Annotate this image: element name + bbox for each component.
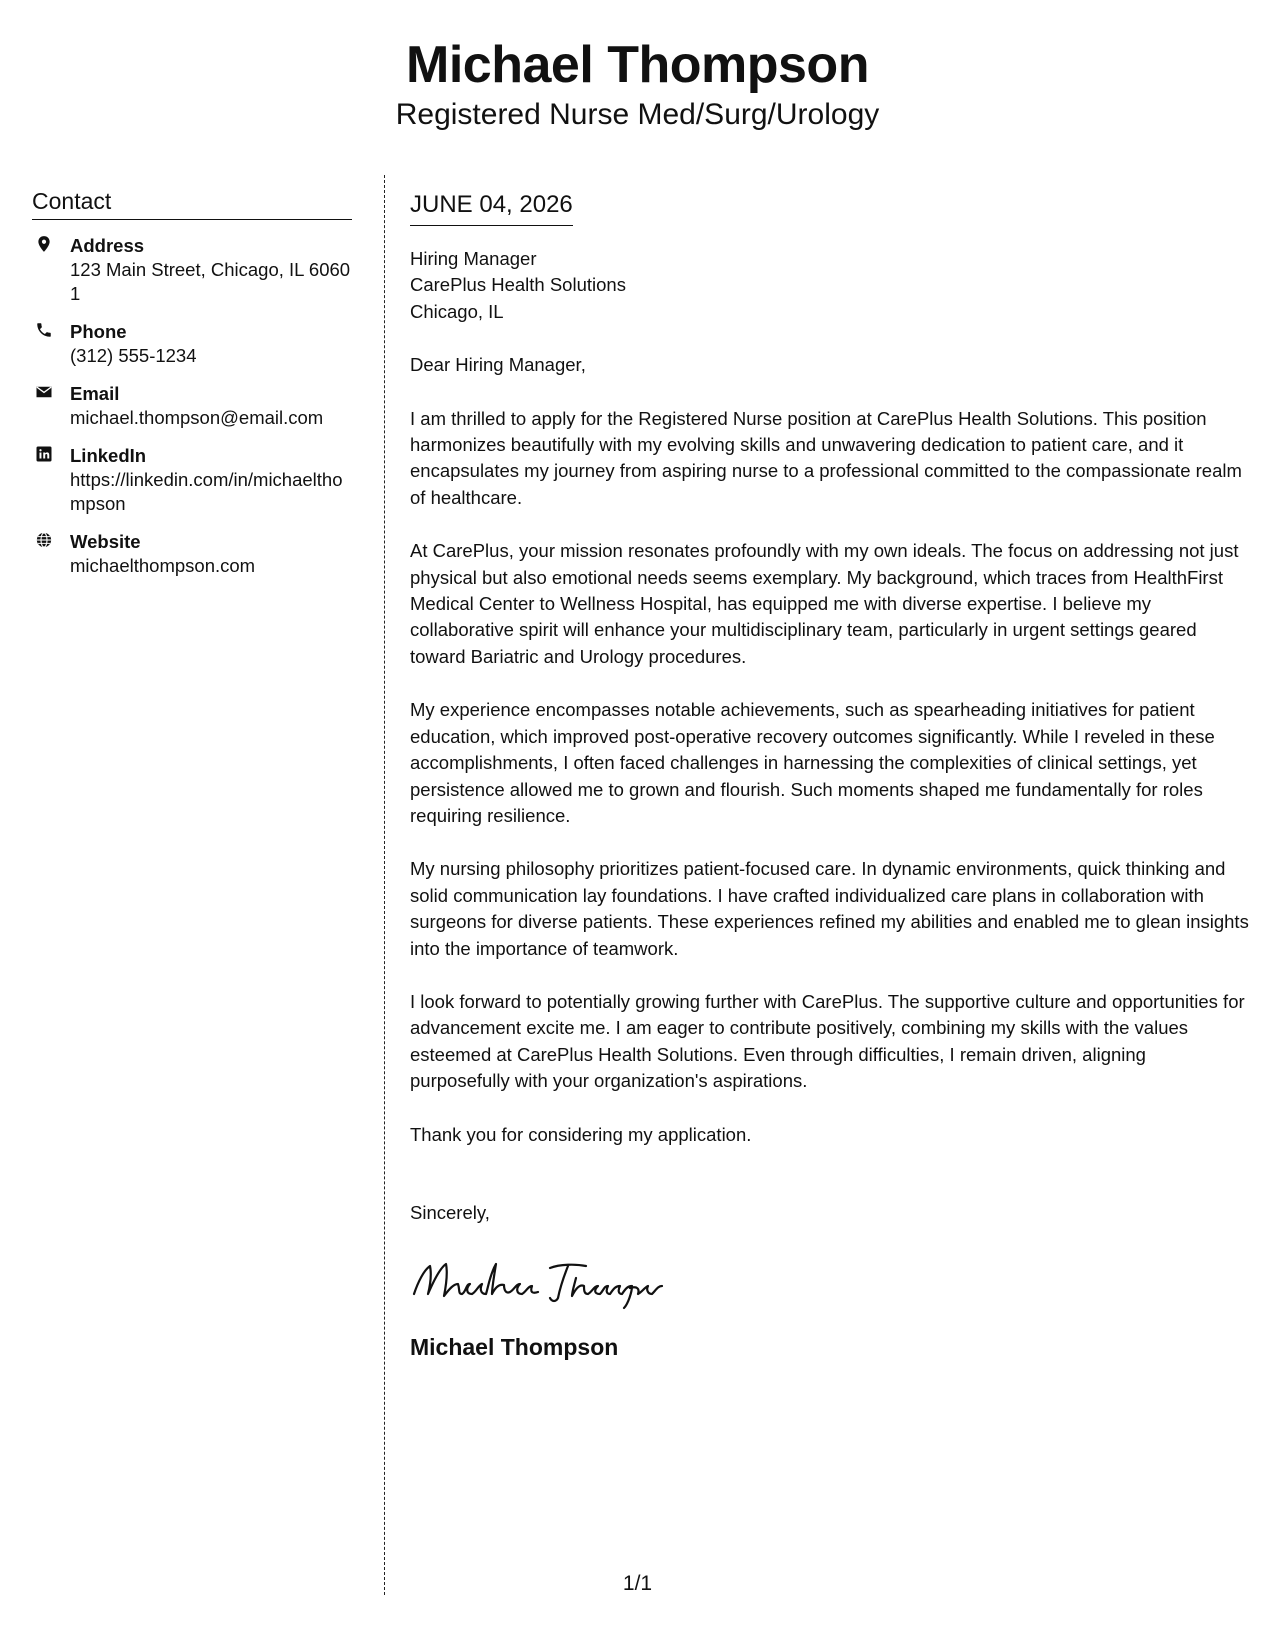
contact-label: Phone [70,321,127,342]
contact-title: Contact [32,188,352,220]
contact-value: michaelthompson.com [70,555,256,576]
contact-sidebar [32,188,352,578]
handwritten-signature [410,1252,1250,1312]
contact-label: Email [70,383,120,404]
closing: Sincerely, [410,1201,490,1223]
globe-icon [35,531,53,549]
letter-paragraph: My experience encompasses notable achievements, such as spearheading initiatives for patient education, which improved post-operative recovery outcomes significantly. While I reveled in these accomplishments, I often faced challenges in harnessing the complexities of clinical settings, yet persistence allowed me to grown and flourish. Such moments shaped me fundamentally for roles requiring resilience. [410,699,1215,826]
contact-website [32,530,352,578]
contact-label: Address [70,235,145,256]
envelope-icon [35,383,53,401]
applicant-name: Michael Thompson [406,36,869,94]
letter-date: JUNE 04, 2026 [410,190,573,226]
linkedin-icon [35,445,53,463]
contact-phone [32,320,352,368]
letter-header [0,34,1275,134]
recipient-line: CarePlus Health Solutions [410,274,626,296]
contact-label: Website [70,531,141,552]
contact-label: LinkedIn [70,445,147,466]
letter-paragraph: Thank you for considering my application. [410,1123,752,1145]
recipient-line: Hiring Manager [410,248,537,269]
signer-name: Michael Thompson [410,1334,619,1361]
contact-value: michael.thompson@email.com [70,407,324,428]
phone-icon [35,321,53,339]
letter-paragraph: I am thrilled to apply for the Registered Nurse position at CarePlus Health Solutions. This position harmonizes beautifully with my evolving skills and unwavering dedication to patient care, and it encapsulates my journey from aspiring nurse to a professional committed to the compassionate realm of healthcare. [410,407,1242,508]
letter-body [410,190,1250,1361]
signature-drawing [410,1252,670,1312]
recipient-block [410,246,1250,325]
applicant-role: Registered Nurse Med/Surg/Urology [395,98,880,131]
letter-paragraph: At CarePlus, your mission resonates profoundly with my own ideals. The focus on addressing not just physical but also emotional needs seems exemplary. My background, which traces from HealthFirst Medical Center to Wellness Hospital, has equipped me with diverse expertise. I believe my collaborative spirit will enhance your multidisciplinary team, particularly in urgent settings geared toward Bariatric and Urology procedures. [410,540,1239,667]
contact-value: https://linkedin.com/in/michaelthompson [70,469,343,514]
contact-email [32,382,352,430]
column-divider [384,175,385,1595]
recipient-line: Chicago, IL [410,300,504,322]
salutation: Dear Hiring Manager, [410,354,586,376]
contact-linkedin [32,444,352,516]
page-number: 1/1 [622,1572,653,1595]
letter-paragraph: My nursing philosophy prioritizes patient-focused care. In dynamic environments, quick thinking and solid communication lay foundations. I have crafted individualized care plans in collaboration with surgeons for diverse patients. These experiences refined my abilities and enabled me to glean insights into the importance of teamwork. [410,858,1249,959]
map-pin-icon [35,235,53,253]
contact-value: (312) 555-1234 [70,345,197,366]
contact-value: 123 Main Street, Chicago, IL 60601 [70,259,351,304]
letter-paragraph: I look forward to potentially growing further with CarePlus. The supportive culture and opportunities for advancement excite me. I am eager to contribute positively, combining my skills with the values esteemed at CarePlus Health Solutions. Even through difficulties, I remain driven, aligning purposefully with your organization's aspirations. [410,990,1245,1092]
contact-address [32,234,352,306]
